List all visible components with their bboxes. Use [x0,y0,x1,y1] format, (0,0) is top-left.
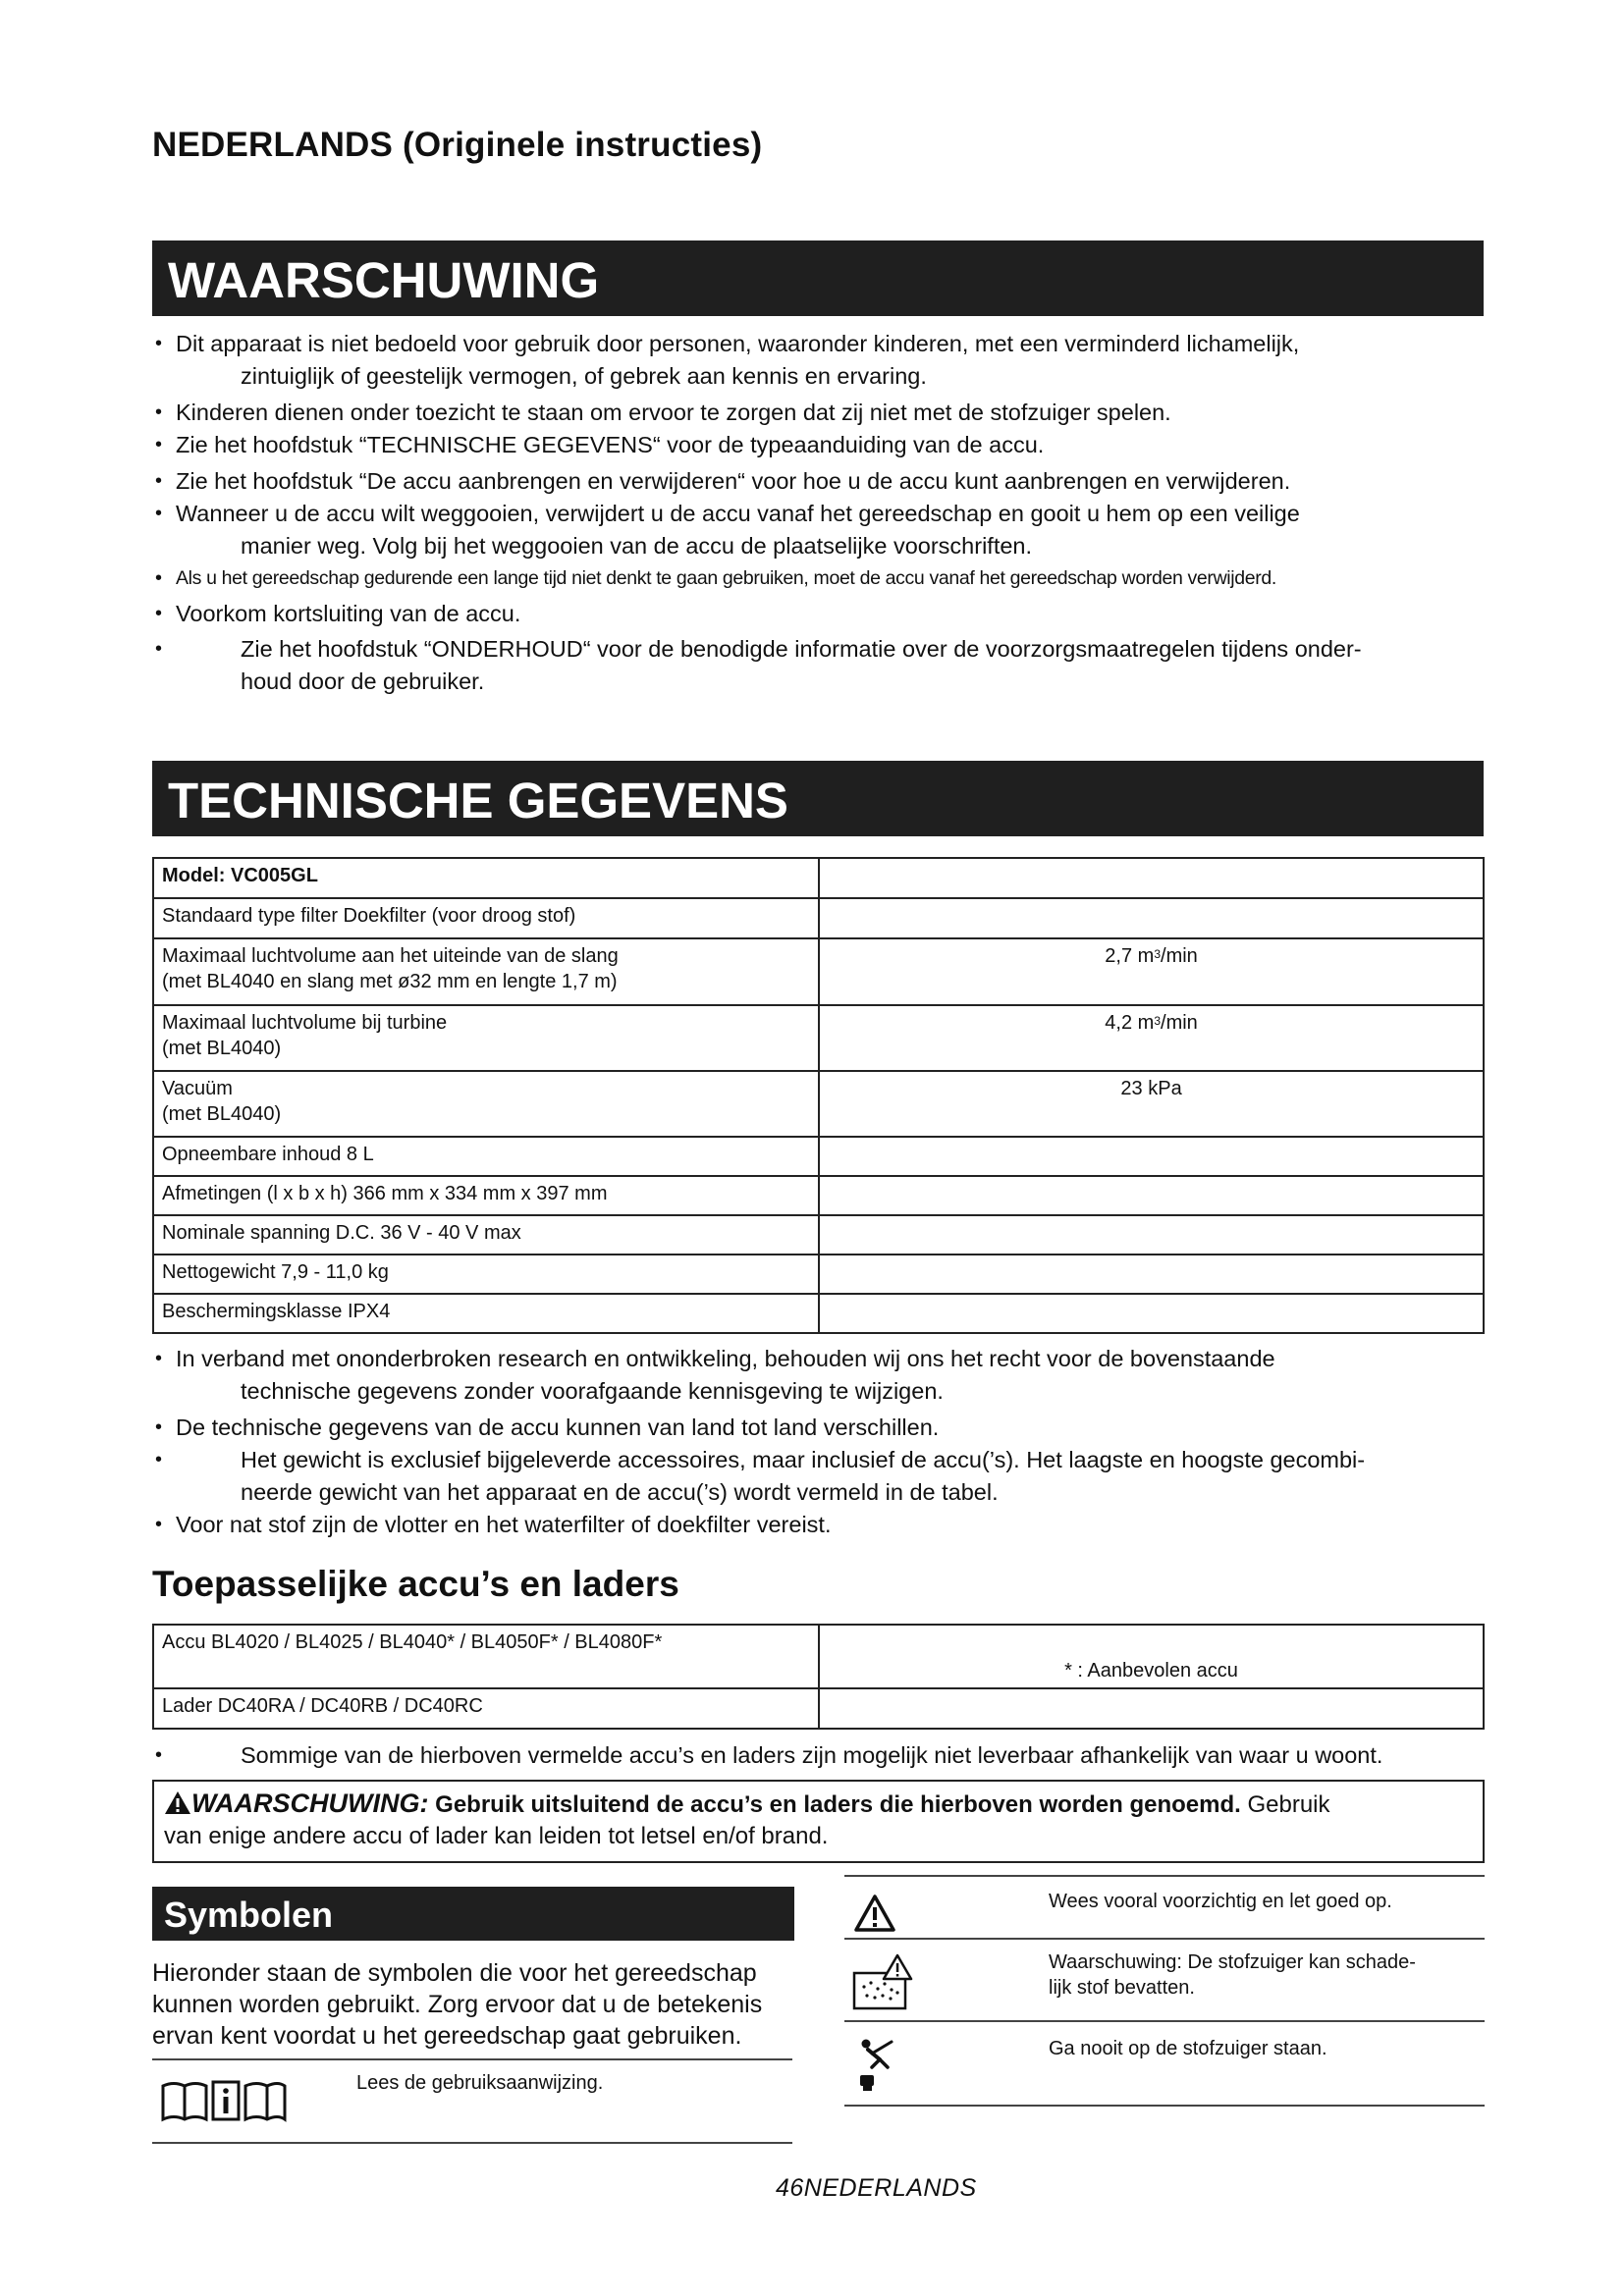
spec-row: Model: VC005GL [153,858,1484,898]
read-manual-icon [160,2076,288,2125]
warning-bullet: • Wanneer u de accu wilt weggooien, verwijdert u de accu vanaf het gereedschap en gooit u hem op een veilige manier weg. Volg bij het weggooien van de accu de plaatselijke voorschriften. [152,498,1497,562]
warning-section-banner [152,240,1484,316]
warning-bullet: • Zie het hoofdstuk “TECHNISCHE GEGEVENS“ voor de typeaanduiding van de accu. [152,429,1497,461]
page-language-title: NEDERLANDS (Originele instructies) [152,126,763,164]
tech-note: • Het gewicht is exclusief bijgeleverde accessoires, maar inclusief de accu(’s). Het laagste en hoogste gecombi- neerde gewicht van het apparaat en de accu(’s) wordt vermeld in de tabel. [152,1444,1497,1509]
warning-bullet-list [152,328,1497,698]
warning-label: WAARSCHUWING: [191,1789,429,1818]
warning-bullet: • Voorkom kortsluiting van de accu. [152,598,1497,630]
symbol-description: Wees vooral voorzichtig en let goed op. [1049,1891,1392,1912]
battery-row: Lader DC40RA / DC40RB / DC40RC [153,1688,1484,1729]
battery-section-title: Toepasselijke accu’s en laders [152,1564,679,1604]
tech-note: • In verband met ononderbroken research en ontwikkeling, behouden wij ons het recht voor de bovenstaande technische gegevens zonder voorafgaande kennisgeving te wijzigen. [152,1343,1497,1408]
spec-row: Vacuüm (met BL4040) 23 kPa [153,1071,1484,1137]
recommended-battery-footnote: * : Aanbevolen accu [1064,1660,1238,1682]
page-footer: 46NEDERLANDS [776,2174,977,2202]
spec-row: Nominale spanning D.C. 36 V - 40 V max [153,1215,1484,1255]
no-standing-icon [852,2034,905,2095]
battery-note-list [152,1739,1517,1772]
spec-value: 4,2 m [1105,1012,1155,1034]
spec-row: Maximaal luchtvolume bij turbine (met BL4040) 4,2 $m^3/\min$ [153,1005,1484,1071]
battery-table [152,1624,1485,1730]
symbols-intro: Hieronder staan de symbolen die voor het gereedschap kunnen worden gebruikt. Zorg ervoor dat u de betekenis ervan kent voordat u het gereedschap gaat gebruiken. [152,1959,763,2050]
warning-section-title: WAARSCHUWING [168,252,600,308]
battery-warning-box: WAARSCHUWING: Gebruik uitsluitend de accu’s en laders die hierboven worden genoemd. Gebruik van enige andere accu of lader kan leiden tot letsel en/of brand. [152,1780,1485,1863]
spec-value: 2,7 m [1105,945,1155,967]
tech-note: • De technische gegevens van de accu kunnen van land tot land verschillen. [152,1412,1497,1444]
tech-notes-list [152,1343,1497,1541]
battery-note: • Sommige van de hierboven vermelde accu’s en laders zijn mogelijk niet leverbaar afhankelijk van waar u woont. [152,1739,1517,1772]
warning-bold-text: Gebruik uitsluitend de accu’s en laders die hierboven worden genoemd. [435,1791,1241,1818]
spec-row: Beschermingsklasse IPX4 [153,1294,1484,1333]
warning-bullet: • Zie het hoofdstuk “De accu aanbrengen en verwijderen“ voor hoe u de accu kunt aanbrengen en verwijderen. [152,465,1497,498]
warning-bullet: • Dit apparaat is niet bedoeld voor gebruik door personen, waaronder kinderen, met een verminderd lichamelijk, zintuiglijk of geestelijk vermogen, of gebrek aan kennis en ervaring. [152,328,1497,393]
symbol-row-read-manual [152,2058,792,2144]
tech-section-banner [152,761,1484,836]
symbol-description: Ga nooit op de stofzuiger staan. [1049,2038,1327,2059]
warning-triangle-icon [854,1895,895,1932]
tech-section-title: TECHNISCHE GEGEVENS [168,773,788,828]
warning-triangle-icon [164,1790,191,1815]
battery-row: Accu BL4020 / BL4025 / BL4040* / BL4050F* / BL4080F* * : Aanbevolen accu [153,1625,1484,1688]
spec-row: Opneembare inhoud 8 L [153,1137,1484,1176]
symbol-description: Lees de gebruiksaanwijzing. [356,2072,604,2094]
spec-row: Standaard type filter Doekfilter (voor droog stof) [153,898,1484,938]
warning-bullet: • Als u het gereedschap gedurende een lange tijd niet denkt te gaan gebruiken, moet de accu vanaf het gereedschap worden verwijderd. [152,562,1497,595]
symbol-description: Waarschuwing: De stofzuiger kan schade- lijk stof bevatten. [1049,1951,1416,1999]
symbols-section-title: Symbolen [164,1895,334,1935]
warning-bullet: • Kinderen dienen onder toezicht te staan om ervoor te zorgen dat zij niet met de stofzuiger spelen. [152,397,1497,429]
hazardous-dust-icon [848,1953,913,2012]
spec-row: Afmetingen (l x b x h) 366 mm x 334 mm x 397 mm [153,1176,1484,1215]
symbols-section-banner [152,1887,794,1941]
symbol-row-hazardous-dust [844,1938,1485,2022]
tech-note: • Voor nat stof zijn de vlotter en het waterfilter of doekfilter vereist. [152,1509,1497,1541]
symbol-row-caution [844,1875,1485,1940]
spec-table [152,857,1485,1334]
spec-row: Nettogewicht 7,9 - 11,0 kg [153,1255,1484,1294]
warning-bullet: • Zie het hoofdstuk “ONDERHOUD“ voor de benodigde informatie over de voorzorgsmaatregelen tijdens onder- houd door de gebruiker. [152,633,1497,698]
spec-row: Maximaal luchtvolume aan het uiteinde van de slang (met BL4040 en slang met ø32 mm en lengte 1,7 m) 2,7 $m^3/\min$ [153,938,1484,1005]
symbol-row-no-standing [844,2020,1485,2107]
spec-value: 23 kPa [1120,1078,1182,1099]
